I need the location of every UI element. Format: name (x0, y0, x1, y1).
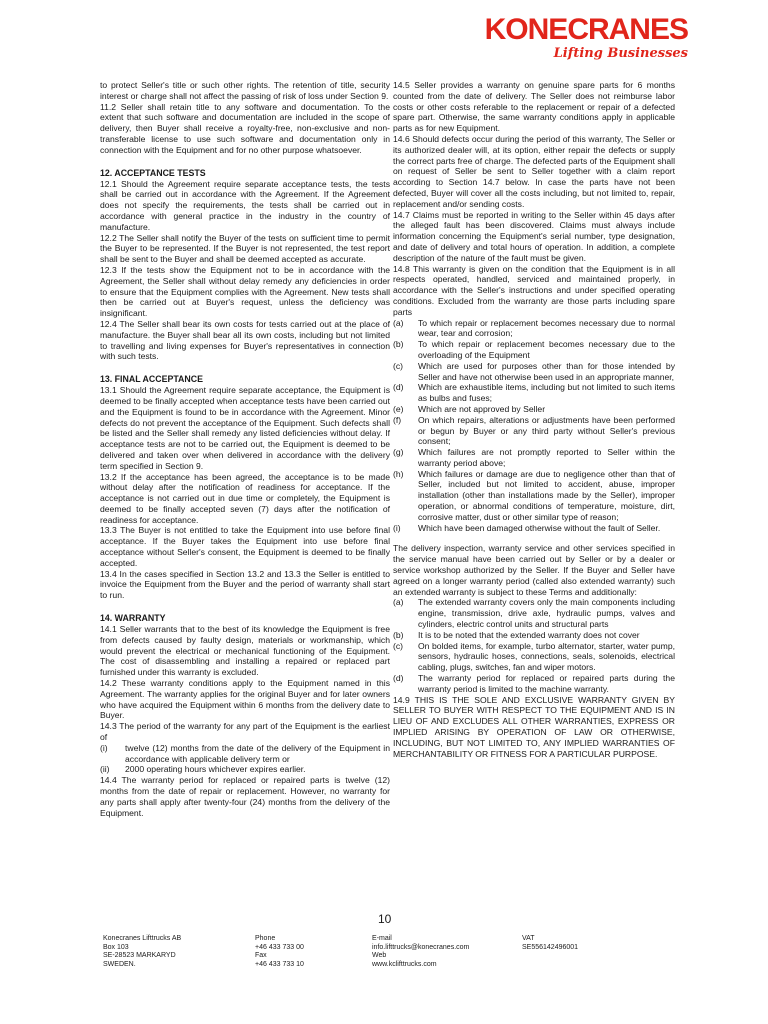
paragraph: 13.3 The Buyer is not entitled to take the Equipment into use before final acceptance. If the Buyer takes the Equipment into use before final acceptance without Seller's consent, the Equipment is deemed to be finally accepted. (100, 525, 390, 568)
paragraph: to protect Seller's title or such other rights. The retention of title, security interest or charge shall not affect the passing of risk of loss under Section 9. (100, 80, 390, 101)
list-label: (a) (393, 317, 404, 328)
paragraph: 14.3 The period of the warranty for any part of the Equipment is the earliest of (100, 721, 390, 743)
paragraph: 11.2 Seller shall retain title to any software and documentation. To the extent that such software and documentation are included in the scope of delivery, then Buyer shall receive a royalty-free, non-exclusive and non-transferable license to use such software and documentation only in connection with the Equipment and for no other purpose whatsoever. (100, 101, 390, 155)
paragraph: 13.1 Should the Agreement require separate acceptance, the Equipment is deemed to be finally accepted when acceptance tests have been carried out and the Equipment is found to be in accordance with the Agreement. Minor defects do not prevent the acceptance of the Equipment. Such defects shall be listed and the Seller shall remedy any listed deficiencies without delay. If acceptance tests are not to be carried out, the Equipment is deemed to be delivered and taken over when delivered in accordance with the delivery term specified in Section 9. (100, 385, 390, 471)
footer-vat (522, 935, 578, 952)
list-item (393, 523, 675, 534)
paragraph: The delivery inspection, warranty service and other services specified in the service manual have been carried out by Seller or by a dealer or service workshop authorized by the Seller. If the Buyer and Seller have agreed on a longer warranty period (called also extended warranty) such an extended warranty is subject to these Terms and additionally: (393, 543, 675, 597)
list-label: (c) (393, 360, 404, 371)
left-column (100, 80, 390, 818)
paragraph: 13.4 In the cases specified in Section 13.2 and 13.3 the Seller is entitled to invoice the Equipment from the Buyer and the period of warranty shall start to run. (100, 568, 390, 601)
paragraph: 13.2 If the acceptance has been agreed, the acceptance is to be made without delay after the notification of readiness for acceptance. If the acceptance is not carried out in due time or completely, the Equipment is deemed to be finally accepted seven (7) days after the notification of readiness for acceptance. (100, 471, 390, 525)
paragraph: 14.1 Seller warrants that to the best of its knowledge the Equipment is free from defects caused by faulty design, materials or workmanship, which would prevent the electrical or mechanical functioning of the Equipment. The cost of disassembling and installing a repaired or replaced part furnished under this warranty is excluded. (100, 624, 390, 678)
list-text: 2000 operating hours whichever expires earlier. (125, 764, 306, 775)
paragraph: 14.9 THIS IS THE SOLE AND EXCLUSIVE WARRANTY GIVEN BY SELLER TO BUYER WITH RESPECT TO THE EQUIPMENT AND IS IN LIEU OF AND EXCLUDES ALL OTHER WARRANTIES, EXPRESS OR IMPLIED ARISING BY OPERATION OF LAW OR OTHERWISE, INCLUDING, BUT NOT LIMITED TO, ANY IMPLIED WARRANTIES OF MERCHANTABILITY OR FITNESS FOR A PARTICULAR PURPOSE. (393, 694, 675, 759)
list-label: (d) (393, 673, 404, 684)
footer-line: SE556142496001 (522, 943, 579, 951)
paragraph: 12.1 Should the Agreement require separate acceptance tests, the tests shall be carried out in accordance with the Agreement. If the Agreement does not specify the requirements, the tests shall be carried out in accordance with general practice in the industry in the country of manufacture. (100, 178, 390, 232)
section-heading-12: 12. ACCEPTANCE TESTS (100, 167, 206, 178)
list-text: twelve (12) months from the date of the delivery of the Equipment in accordance with applicable delivery term or (125, 742, 390, 764)
list-text: Which are used for purposes other than for those intended by Seller and have not otherwise been used in an appropriate manner, (418, 360, 675, 382)
paragraph: 14.4 The warranty period for replaced or repaired parts is twelve (12) months from the date of repair or replacement. However, no warranty for any parts shall apply after twenty-four (24) months from the delivery of the Equipment. (100, 775, 390, 818)
paragraph: 12.2 The Seller shall notify the Buyer of the tests on sufficient time to permit the Buyer to be represented. If the Buyer is not represented, the test report shall be sent to the Buyer and shall be deemed accepted as accurate. (100, 232, 390, 265)
exclusion-list (393, 318, 675, 534)
list-label: (d) (393, 382, 404, 393)
list-item (393, 339, 675, 361)
footer-email (372, 935, 469, 969)
list-item (393, 447, 675, 469)
footer-line: +46 433 733 10 (255, 960, 304, 968)
list-item (393, 404, 675, 415)
list-label: (i) (393, 522, 401, 533)
footer-web-link[interactable]: www.kclifttrucks.com (372, 960, 437, 968)
paragraph: 14.5 Seller provides a warranty on genuine spare parts for 6 months counted from the date of delivery. The Seller does not reimburse labor costs or other costs referable to the replacement or repair of a defected spare part. Otherwise, the same warranty conditions apply in applicable parts as for new Equipment. (393, 80, 675, 134)
list-label: (b) (393, 629, 404, 640)
footer-company (103, 935, 181, 969)
list-label: (i) (100, 742, 108, 753)
list-label: (g) (393, 447, 404, 458)
list-label: (e) (393, 403, 404, 414)
section-heading-13: 13. FINAL ACCEPTANCE (100, 374, 203, 385)
logo-tagline: Lifting Businesses (553, 46, 688, 61)
list-label: (ii) (100, 764, 110, 775)
paragraph: 14.6 Should defects occur during the period of this warranty, The Seller or its authorized dealer will, at its option, either repair the defects or supply the correct parts free of charge. The defected parts of the Equipment shall on request of Seller be sent to Seller together with a claim report according to Section 14.7 below. In case the parts have not been defected, Buyer will cover all the costs including, but not limited to, repair, replacement and/or sending costs. (393, 133, 675, 209)
list-text: On bolded items, for example, turbo alternator, starter, water pump, sensors, hydraulic hoses, connections, seals, solenoids, electrical cabling, plugs, switches, fan and wiper motors. (418, 640, 675, 673)
footer-email-link[interactable]: info.lifttrucks@konecranes.com (372, 943, 470, 951)
right-column (393, 80, 675, 759)
logo-wordmark: KONECRANES (484, 13, 688, 46)
list-text: On which repairs, alterations or adjustments have been performed or begun by Buyer or any third party without Seller's previous consent; (418, 414, 675, 447)
list-label: (b) (393, 339, 404, 350)
list-item (393, 382, 675, 404)
list-text: To which repair or replacement becomes necessary due to the overloading of the Equipment (418, 339, 675, 360)
list-item (393, 469, 675, 523)
list-item (393, 673, 675, 695)
list-item (393, 641, 675, 673)
extended-warranty-list (393, 597, 675, 694)
list-item (393, 630, 675, 641)
list-item (393, 597, 675, 629)
list-item (100, 743, 390, 765)
list-label: (f) (393, 414, 402, 425)
footer-line: E-mail (372, 935, 392, 942)
paragraph: 12.4 The Seller shall bear its own costs for tests carried out at the place of manufacture. the Buyer shall bear all its own costs, including but not limited to travelling and living expenses for Buyer's representatives in connection with such tests. (100, 318, 390, 362)
list-item (393, 318, 675, 340)
footer-line: SWEDEN. (103, 960, 136, 968)
footer-phone (255, 935, 304, 969)
footer-line: +46 433 733 00 (255, 943, 304, 951)
list-text: The warranty period for replaced or repaired parts during the warranty period is limited to the machine warranty. (418, 673, 675, 694)
footer-line: Konecranes Lifttrucks AB (103, 935, 182, 942)
list-text: Which failures are not promptly reported to Seller within the warranty period above; (418, 447, 675, 468)
list-text: It is to be noted that the extended warranty does not cover (418, 629, 640, 640)
footer-line: VAT (522, 935, 535, 942)
page-number: 10 (378, 912, 392, 926)
paragraph: 14.7 Claims must be reported in writing to the Seller within 45 days after the alleged fault has been discovered. Claims must always include information concerning the Equipment's serial number, type designation, and date of delivery and total hours of operation. In addition, a complete description of the nature of the fault must be given. (393, 209, 675, 263)
paragraph: 12.3 If the tests show the Equipment not to be in accordance with the Agreement, the Seller shall without delay remedy any deficiencies in order to ensure that the Equipment complies with the Agreement. New tests shall then be carried out at Buyer's request, unless the deficiency was insignificant. (100, 264, 390, 319)
list-label: (c) (393, 640, 404, 651)
list-text: Which are not approved by Seller (418, 403, 546, 414)
section-heading-14: 14. WARRANTY (100, 613, 166, 624)
list-label: (h) (393, 468, 404, 479)
list-item (100, 764, 390, 775)
footer-line: Phone (255, 935, 276, 942)
paragraph: 14.8 This warranty is given on the condition that the Equipment is in all respects operated, handled, serviced and maintained properly, in accordance with the Seller's instructions and under specified operating conditions. Excluded from the warranty are those parts including spare parts (393, 263, 675, 317)
list-label: (a) (393, 597, 404, 608)
list-item (393, 361, 675, 383)
footer-line: SE-28523 MARKARYD (103, 952, 176, 960)
footer-line: Box 103 (103, 943, 129, 951)
paragraph: 14.2 These warranty conditions apply to the Equipment named in this Agreement. The warranty applies for the original Buyer and for later owners who have acquired the Equipment within 6 months from the delivery date to Buyer. (100, 678, 390, 721)
company-logo (485, 14, 688, 61)
list-text: Which are exhaustible items, including but not limited to such items as bulbs and fuses; (418, 382, 675, 404)
footer-line: Fax (255, 952, 267, 960)
list-text: To which repair or replacement becomes necessary due to normal wear, tear and corrosion; (418, 317, 675, 339)
list-text: Which have been damaged otherwise without the fault of Seller. (418, 522, 661, 533)
list-text: Which failures or damage are due to negligence other than that of Seller, included but not limited to accident, abuse, improper installation (other than installations made by the Seller), improper operation, or abnormal conditions of temperature, moisture, dirt, corrosive matter, dust or other similar type of reason; (418, 468, 675, 522)
list-item (393, 415, 675, 447)
footer-line: Web (372, 952, 387, 960)
list-text: The extended warranty covers only the main components including engine, transmission, drive axle, hydraulic pumps, valves and cylinders, electric control units and structural parts (418, 597, 675, 630)
